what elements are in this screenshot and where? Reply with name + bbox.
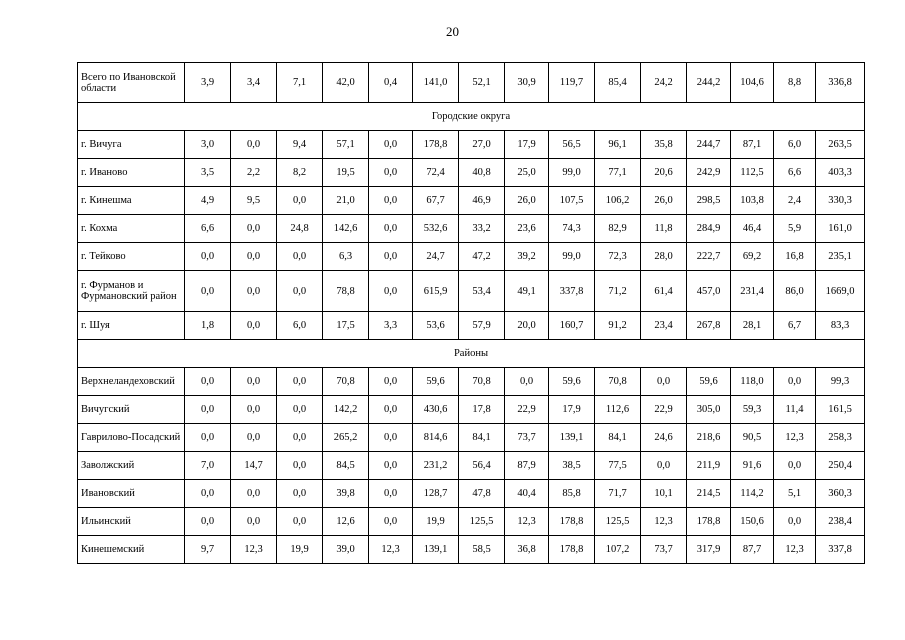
table-cell-value: 0,0: [774, 368, 816, 396]
table-cell-value: 70,8: [595, 368, 641, 396]
territory-name: г. Иваново: [78, 159, 185, 187]
territory-name: г. Кохма: [78, 215, 185, 243]
table-cell-value: 12,3: [231, 536, 277, 564]
table-row: [78, 131, 865, 159]
table-cell-value: 84,5: [323, 452, 369, 480]
table-cell-value: 0,0: [369, 187, 413, 215]
table-cell-value: 222,7: [687, 243, 731, 271]
table-cell-value: 106,2: [595, 187, 641, 215]
page-number: 20: [446, 24, 459, 39]
table-cell-value: 0,0: [185, 368, 231, 396]
table-cell-value: 1,8: [185, 312, 231, 340]
table-cell-value: 46,4: [731, 215, 774, 243]
table-row: [78, 159, 865, 187]
table-cell-value: 87,7: [731, 536, 774, 564]
table-cell-value: 128,7: [413, 480, 459, 508]
table-cell-value: 57,9: [459, 312, 505, 340]
table-cell-value: 19,5: [323, 159, 369, 187]
table-cell-value: 0,0: [641, 452, 687, 480]
table-cell-value: 298,5: [687, 187, 731, 215]
table-cell-value: 47,8: [459, 480, 505, 508]
table-cell-value: 3,3: [369, 312, 413, 340]
table-row: [78, 396, 865, 424]
table-cell-value: 231,2: [413, 452, 459, 480]
table-cell-value: 0,0: [774, 508, 816, 536]
table-cell-value: 17,8: [459, 396, 505, 424]
table-cell-value: 0,0: [277, 243, 323, 271]
table-cell-value: 360,3: [816, 480, 865, 508]
table-cell-value: 0,0: [231, 131, 277, 159]
table-cell-value: 14,7: [231, 452, 277, 480]
table-cell-value: 96,1: [595, 131, 641, 159]
table-cell-value: 9,4: [277, 131, 323, 159]
table-cell-value: 46,9: [459, 187, 505, 215]
table-cell-value: 0,0: [185, 271, 231, 312]
table-cell-value: 0,0: [369, 396, 413, 424]
territory-name: Гаврилово-Посадский: [78, 424, 185, 452]
territory-name: Верхнеландеховский: [78, 368, 185, 396]
table-cell-value: 26,0: [641, 187, 687, 215]
table-cell-value: 284,9: [687, 215, 731, 243]
table-cell-value: 53,4: [459, 271, 505, 312]
table-cell-value: 52,1: [459, 63, 505, 103]
table-cell-value: 19,9: [277, 536, 323, 564]
table-cell-value: 1669,0: [816, 271, 865, 312]
table-cell-value: 12,3: [774, 424, 816, 452]
table-cell-value: 82,9: [595, 215, 641, 243]
table-cell-value: 214,5: [687, 480, 731, 508]
table-cell-value: 78,8: [323, 271, 369, 312]
table-cell-value: 39,8: [323, 480, 369, 508]
table-cell-value: 86,0: [774, 271, 816, 312]
table-cell-value: 0,0: [277, 271, 323, 312]
table-cell-value: 39,0: [323, 536, 369, 564]
table-cell-value: 0,0: [277, 480, 323, 508]
table-cell-value: 59,6: [413, 368, 459, 396]
table-cell-value: 49,1: [505, 271, 549, 312]
table-cell-value: 6,6: [185, 215, 231, 243]
table-cell-value: 0,0: [231, 215, 277, 243]
table-row: [78, 480, 865, 508]
table-cell-value: 814,6: [413, 424, 459, 452]
table-cell-value: 178,8: [549, 536, 595, 564]
table-cell-value: 57,1: [323, 131, 369, 159]
table-cell-value: 0,0: [231, 396, 277, 424]
table-cell-value: 16,8: [774, 243, 816, 271]
table-cell-value: 0,0: [369, 215, 413, 243]
table-cell-value: 3,9: [185, 63, 231, 103]
table-cell-value: 0,0: [277, 452, 323, 480]
table-cell-value: 38,5: [549, 452, 595, 480]
table-cell-value: 2,2: [231, 159, 277, 187]
table-cell-value: 59,6: [549, 368, 595, 396]
table-cell-value: 118,0: [731, 368, 774, 396]
table-cell-value: 0,4: [369, 63, 413, 103]
table-cell-value: 56,4: [459, 452, 505, 480]
table-cell-value: 87,1: [731, 131, 774, 159]
table-cell-value: 17,9: [505, 131, 549, 159]
table-cell-value: 107,2: [595, 536, 641, 564]
table-cell-value: 211,9: [687, 452, 731, 480]
table-cell-value: 160,7: [549, 312, 595, 340]
table-cell-value: 22,9: [641, 396, 687, 424]
table-body: [78, 63, 865, 564]
table-cell-value: 330,3: [816, 187, 865, 215]
table-cell-value: 20,0: [505, 312, 549, 340]
table-cell-value: 242,9: [687, 159, 731, 187]
territory-name: г. Тейково: [78, 243, 185, 271]
table-cell-value: 0,0: [369, 424, 413, 452]
table-cell-value: 0,0: [231, 368, 277, 396]
table-cell-value: 112,5: [731, 159, 774, 187]
table-cell-value: 99,3: [816, 368, 865, 396]
table-cell-value: 20,6: [641, 159, 687, 187]
table-cell-value: 403,3: [816, 159, 865, 187]
table-cell-value: 0,0: [774, 452, 816, 480]
table-cell-value: 5,9: [774, 215, 816, 243]
table-cell-value: 0,0: [231, 271, 277, 312]
table-cell-value: 337,8: [816, 536, 865, 564]
table-cell-value: 24,2: [641, 63, 687, 103]
table-cell-value: 73,7: [641, 536, 687, 564]
table-cell-value: 0,0: [369, 131, 413, 159]
table-cell-value: 91,6: [731, 452, 774, 480]
table-cell-value: 22,9: [505, 396, 549, 424]
table-cell-value: 77,5: [595, 452, 641, 480]
table-cell-value: 8,2: [277, 159, 323, 187]
table-cell-value: 142,2: [323, 396, 369, 424]
table-row: [78, 243, 865, 271]
table-cell-value: 3,5: [185, 159, 231, 187]
table-cell-value: 12,3: [774, 536, 816, 564]
table-cell-value: 42,0: [323, 63, 369, 103]
table-cell-value: 178,8: [549, 508, 595, 536]
table-row: [78, 312, 865, 340]
table-row: [78, 424, 865, 452]
table-row: [78, 536, 865, 564]
table-cell-value: 72,4: [413, 159, 459, 187]
table-cell-value: 53,6: [413, 312, 459, 340]
table-cell-value: 40,4: [505, 480, 549, 508]
section-header-row: [78, 340, 865, 368]
table-cell-value: 90,5: [731, 424, 774, 452]
section-header-row: [78, 103, 865, 131]
table-cell-value: 0,0: [185, 508, 231, 536]
table-cell-value: 0,0: [369, 243, 413, 271]
table-cell-value: 73,7: [505, 424, 549, 452]
table-cell-value: 112,6: [595, 396, 641, 424]
table-cell-value: 125,5: [459, 508, 505, 536]
table-cell-value: 0,0: [277, 424, 323, 452]
table-cell-value: 0,0: [277, 396, 323, 424]
territory-name: Всего по Ивановской области: [78, 63, 185, 103]
table-cell-value: 6,3: [323, 243, 369, 271]
table-cell-value: 70,8: [459, 368, 505, 396]
table-cell-value: 70,8: [323, 368, 369, 396]
section-header: Городские округа: [78, 103, 865, 131]
table-cell-value: 532,6: [413, 215, 459, 243]
table-cell-value: 11,4: [774, 396, 816, 424]
table-cell-value: 12,6: [323, 508, 369, 536]
table-cell-value: 39,2: [505, 243, 549, 271]
table-cell-value: 58,5: [459, 536, 505, 564]
table-cell-value: 24,8: [277, 215, 323, 243]
table-cell-value: 8,8: [774, 63, 816, 103]
table-cell-value: 0,0: [231, 243, 277, 271]
table-cell-value: 3,4: [231, 63, 277, 103]
table-cell-value: 0,0: [185, 396, 231, 424]
table-row: [78, 271, 865, 312]
table-cell-value: 47,2: [459, 243, 505, 271]
table-cell-value: 0,0: [277, 508, 323, 536]
table-cell-value: 114,2: [731, 480, 774, 508]
table-cell-value: 0,0: [185, 243, 231, 271]
table-cell-value: 0,0: [231, 424, 277, 452]
table-cell-value: 87,9: [505, 452, 549, 480]
table-cell-value: 33,2: [459, 215, 505, 243]
table-cell-value: 305,0: [687, 396, 731, 424]
table-cell-value: 139,1: [549, 424, 595, 452]
table-cell-value: 28,1: [731, 312, 774, 340]
table-cell-value: 56,5: [549, 131, 595, 159]
table-cell-value: 231,4: [731, 271, 774, 312]
table-cell-value: 238,4: [816, 508, 865, 536]
table-cell-value: 125,5: [595, 508, 641, 536]
table-cell-value: 24,7: [413, 243, 459, 271]
table-row: [78, 63, 865, 103]
table-cell-value: 0,0: [369, 508, 413, 536]
table-row: [78, 187, 865, 215]
table-cell-value: 0,0: [369, 159, 413, 187]
table-cell-value: 99,0: [549, 243, 595, 271]
table-cell-value: 0,0: [231, 508, 277, 536]
territory-name: Кинешемский: [78, 536, 185, 564]
table-cell-value: 430,6: [413, 396, 459, 424]
territory-name: г. Шуя: [78, 312, 185, 340]
table-cell-value: 244,2: [687, 63, 731, 103]
table-cell-value: 258,3: [816, 424, 865, 452]
table-cell-value: 17,5: [323, 312, 369, 340]
table-cell-value: 17,9: [549, 396, 595, 424]
table-cell-value: 19,9: [413, 508, 459, 536]
table-row: [78, 508, 865, 536]
table-cell-value: 84,1: [459, 424, 505, 452]
table-cell-value: 74,3: [549, 215, 595, 243]
table-cell-value: 28,0: [641, 243, 687, 271]
table-cell-value: 21,0: [323, 187, 369, 215]
territory-name: Вичугский: [78, 396, 185, 424]
table-cell-value: 71,2: [595, 271, 641, 312]
table-cell-value: 25,0: [505, 159, 549, 187]
table-cell-value: 250,4: [816, 452, 865, 480]
table-cell-value: 0,0: [369, 480, 413, 508]
table-cell-value: 23,4: [641, 312, 687, 340]
section-header: Районы: [78, 340, 865, 368]
table-cell-value: 61,4: [641, 271, 687, 312]
table-cell-value: 10,1: [641, 480, 687, 508]
table-cell-value: 12,3: [505, 508, 549, 536]
table-cell-value: 107,5: [549, 187, 595, 215]
table-cell-value: 0,0: [505, 368, 549, 396]
table-cell-value: 40,8: [459, 159, 505, 187]
table-cell-value: 457,0: [687, 271, 731, 312]
table-cell-value: 244,7: [687, 131, 731, 159]
table-cell-value: 6,7: [774, 312, 816, 340]
table-cell-value: 36,8: [505, 536, 549, 564]
table-cell-value: 35,8: [641, 131, 687, 159]
table-cell-value: 3,0: [185, 131, 231, 159]
table-cell-value: 84,1: [595, 424, 641, 452]
table-cell-value: 178,8: [413, 131, 459, 159]
table-cell-value: 103,8: [731, 187, 774, 215]
table-cell-value: 142,6: [323, 215, 369, 243]
table-cell-value: 161,0: [816, 215, 865, 243]
territory-name: г. Фурманов и Фурмановский район: [78, 271, 185, 312]
table-cell-value: 7,0: [185, 452, 231, 480]
table-cell-value: 0,0: [185, 424, 231, 452]
table-cell-value: 150,6: [731, 508, 774, 536]
table-cell-value: 218,6: [687, 424, 731, 452]
table-cell-value: 77,1: [595, 159, 641, 187]
table-cell-value: 119,7: [549, 63, 595, 103]
table-cell-value: 141,0: [413, 63, 459, 103]
table-cell-value: 9,5: [231, 187, 277, 215]
table-cell-value: 23,6: [505, 215, 549, 243]
table-cell-value: 0,0: [185, 480, 231, 508]
table-cell-value: 0,0: [277, 368, 323, 396]
table-cell-value: 12,3: [641, 508, 687, 536]
table-cell-value: 69,2: [731, 243, 774, 271]
table-cell-value: 27,0: [459, 131, 505, 159]
table-cell-value: 178,8: [687, 508, 731, 536]
table-cell-value: 0,0: [641, 368, 687, 396]
table-row: [78, 368, 865, 396]
table-cell-value: 12,3: [369, 536, 413, 564]
table-cell-value: 265,2: [323, 424, 369, 452]
table-cell-value: 317,9: [687, 536, 731, 564]
table-cell-value: 0,0: [369, 271, 413, 312]
table-cell-value: 5,1: [774, 480, 816, 508]
territory-name: Ильинский: [78, 508, 185, 536]
table-cell-value: 139,1: [413, 536, 459, 564]
table-cell-value: 0,0: [369, 368, 413, 396]
table-cell-value: 235,1: [816, 243, 865, 271]
table-cell-value: 9,7: [185, 536, 231, 564]
table-cell-value: 59,6: [687, 368, 731, 396]
territory-name: г. Вичуга: [78, 131, 185, 159]
statistics-table: [77, 62, 865, 564]
table-cell-value: 85,4: [595, 63, 641, 103]
table-cell-value: 59,3: [731, 396, 774, 424]
table-cell-value: 67,7: [413, 187, 459, 215]
table-cell-value: 71,7: [595, 480, 641, 508]
table-cell-value: 11,8: [641, 215, 687, 243]
table-cell-value: 7,1: [277, 63, 323, 103]
table-cell-value: 336,8: [816, 63, 865, 103]
table-cell-value: 0,0: [369, 452, 413, 480]
table-cell-value: 267,8: [687, 312, 731, 340]
table-cell-value: 72,3: [595, 243, 641, 271]
table-cell-value: 6,0: [277, 312, 323, 340]
table-cell-value: 104,6: [731, 63, 774, 103]
table-cell-value: 4,9: [185, 187, 231, 215]
table-cell-value: 91,2: [595, 312, 641, 340]
table-cell-value: 26,0: [505, 187, 549, 215]
table-cell-value: 263,5: [816, 131, 865, 159]
territory-name: г. Кинешма: [78, 187, 185, 215]
table-cell-value: 24,6: [641, 424, 687, 452]
table-cell-value: 0,0: [231, 312, 277, 340]
table-row: [78, 452, 865, 480]
table-cell-value: 161,5: [816, 396, 865, 424]
table-cell-value: 337,8: [549, 271, 595, 312]
table-cell-value: 6,6: [774, 159, 816, 187]
territory-name: Заволжский: [78, 452, 185, 480]
table-cell-value: 83,3: [816, 312, 865, 340]
table-cell-value: 85,8: [549, 480, 595, 508]
territory-name: Ивановский: [78, 480, 185, 508]
table-cell-value: 6,0: [774, 131, 816, 159]
table-cell-value: 2,4: [774, 187, 816, 215]
table-cell-value: 99,0: [549, 159, 595, 187]
table-row: [78, 215, 865, 243]
table-cell-value: 0,0: [231, 480, 277, 508]
table-cell-value: 615,9: [413, 271, 459, 312]
table-cell-value: 30,9: [505, 63, 549, 103]
table-cell-value: 0,0: [277, 187, 323, 215]
